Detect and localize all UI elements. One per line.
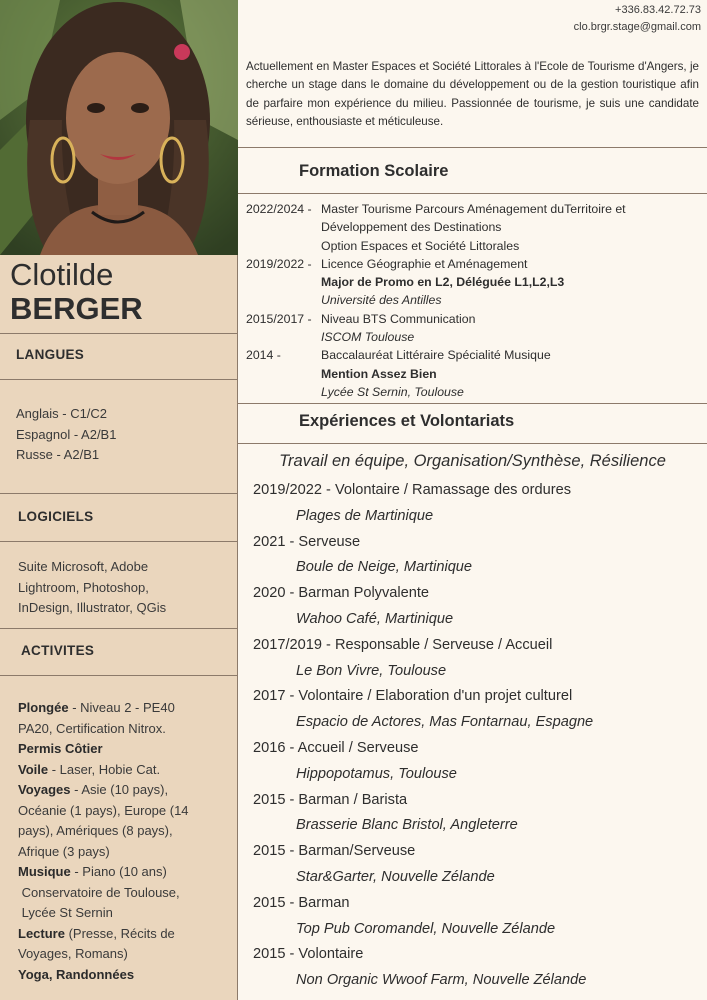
langue-item: Anglais - C1/C2 (16, 406, 108, 421)
logiciels-list (18, 557, 166, 619)
experience-job: 2021 - Serveuse (253, 533, 361, 550)
activite-line: Afrique (3 pays) (18, 843, 110, 859)
skills-tagline: Travail en équipe, Organisation/Synthèse, Résilience (279, 452, 666, 470)
first-name: Clotilde (10, 257, 114, 292)
formation-list (246, 200, 701, 401)
experience-job: 2019/2022 - Volontaire / Ramassage des ordures (253, 482, 572, 498)
langue-item: Espagnol - A2/B1 (16, 426, 117, 442)
formation-entry: 2022/2024 - Master Tourisme Parcours Aménagement duTerritoire et (246, 202, 626, 216)
divider (0, 675, 237, 676)
formation-line: Lycée St Sernin, Toulouse (321, 384, 464, 399)
divider (0, 333, 237, 334)
candidate-name (10, 258, 143, 326)
experience-place: Hippopotamus, Toulouse (296, 765, 457, 782)
divider (0, 541, 237, 542)
last-name: BERGER (10, 291, 143, 326)
activite-line: Voyages, Romans) (18, 946, 128, 961)
langues-list (16, 404, 116, 466)
activite-line: pays), Amériques (8 pays), (18, 823, 173, 838)
profile-photo (0, 0, 238, 255)
profile-summary: Actuellement en Master Espaces et Société Littorales à l'Ecole de Tourisme d'Angers, je cherche un stage dans le domaine du développement ou de la gestion touristique afin de parfaire mon expérience du milieu. Passionnée de tourisme, je suis une candidate sérieuse, enthousiaste et méticuleuse. (246, 60, 699, 128)
divider (238, 147, 707, 148)
formation-entry: 2015/2017 - Niveau BTS Communication (246, 311, 476, 326)
experience-job: 2015 - Volontaire (253, 946, 364, 963)
experience-place: Star&Garter, Nouvelle Zélande (296, 868, 495, 885)
formation-line: ISCOM Toulouse (321, 330, 415, 345)
email: clo.brgr.stage@gmail.com (573, 21, 701, 33)
activite-line: Océanie (1 pays), Europe (14 (18, 802, 189, 818)
experience-place: Top Pub Coromandel, Nouvelle Zélande (296, 920, 556, 937)
activite-line: Lycée St Sernin (18, 905, 113, 920)
divider (238, 193, 707, 194)
experience-job: 2015 - Barman (253, 894, 350, 911)
activite-line: Plongée - Niveau 2 - PE40 (18, 700, 175, 715)
divider (0, 628, 237, 629)
experience-job: 2015 - Barman / Barista (253, 791, 408, 808)
experience-place: Le Bon Vivre, Toulouse (296, 662, 447, 679)
activite-line: Permis Côtier (18, 741, 103, 756)
experience-job: 2016 - Accueil / Serveuse (253, 739, 419, 756)
divider (238, 403, 707, 404)
activite-line: Voile - Laser, Hobie Cat. (18, 761, 161, 777)
logiciels-line: Lightroom, Photoshop, (18, 579, 149, 595)
formation-line: Développement des Destinations (321, 220, 502, 235)
activites-list (18, 698, 228, 985)
logiciels-line: InDesign, Illustrator, QGis (18, 600, 167, 615)
phone: +336.83.42.72.73 (615, 4, 701, 16)
activite-line: Musique - Piano (10 ans) (18, 864, 167, 879)
experience-job: 2020 - Barman Polyvalente (253, 585, 430, 602)
formation-title: Formation Scolaire (299, 162, 449, 180)
formation-line: Major de Promo en L2, Déléguée L1,L2,L3 (321, 275, 565, 290)
logiciels-title: LOGICIELS (18, 509, 94, 524)
divider (238, 443, 707, 444)
experience-job: 2015 - Barman/Serveuse (253, 843, 416, 860)
activites-title: ACTIVITES (21, 643, 95, 658)
activite-line: Voyages - Asie (10 pays), (18, 782, 169, 797)
divider (0, 493, 237, 494)
experience-place: Brasserie Blanc Bristol, Angleterre (296, 817, 518, 834)
sidebar (0, 0, 238, 1000)
formation-line: Option Espaces et Société Littorales (321, 238, 520, 253)
activite-line: Conservatoire de Toulouse, (18, 884, 180, 900)
experience-place: Non Organic Wwoof Farm, Nouvelle Zélande (296, 972, 587, 989)
experiences-list (253, 478, 703, 994)
langues-title: LANGUES (16, 347, 85, 362)
formation-entry: 2014 - Baccalauréat Littéraire Spécialité Musique (246, 348, 551, 363)
activite-line: PA20, Certification Nitrox. (18, 720, 166, 736)
experience-place: Espacio de Actores, Mas Fontarnau, Espagne (296, 714, 594, 731)
experience-job: 2017/2019 - Responsable / Serveuse / Accueil (253, 636, 553, 653)
langue-item: Russe - A2/B1 (16, 447, 100, 462)
activite-line: Lecture (Presse, Récits de (18, 925, 175, 941)
formation-line: Mention Assez Bien (321, 366, 437, 381)
experience-place: Boule de Neige, Martinique (296, 559, 473, 576)
contact-info (574, 2, 701, 36)
experience-place: Plages de Martinique (296, 507, 434, 524)
experience-job: 2017 - Volontaire / Elaboration d'un projet culturel (253, 688, 573, 705)
divider (0, 379, 237, 380)
formation-line: Université des Antilles (321, 293, 442, 308)
experience-place: Wahoo Café, Martinique (296, 610, 454, 627)
activite-line: Yoga, Randonnées (18, 966, 135, 982)
formation-entry: 2019/2022 - Licence Géographie et Aménagement (246, 256, 528, 271)
logiciels-line: Suite Microsoft, Adobe (18, 559, 149, 574)
experiences-title: Expériences et Volontariats (299, 412, 515, 430)
